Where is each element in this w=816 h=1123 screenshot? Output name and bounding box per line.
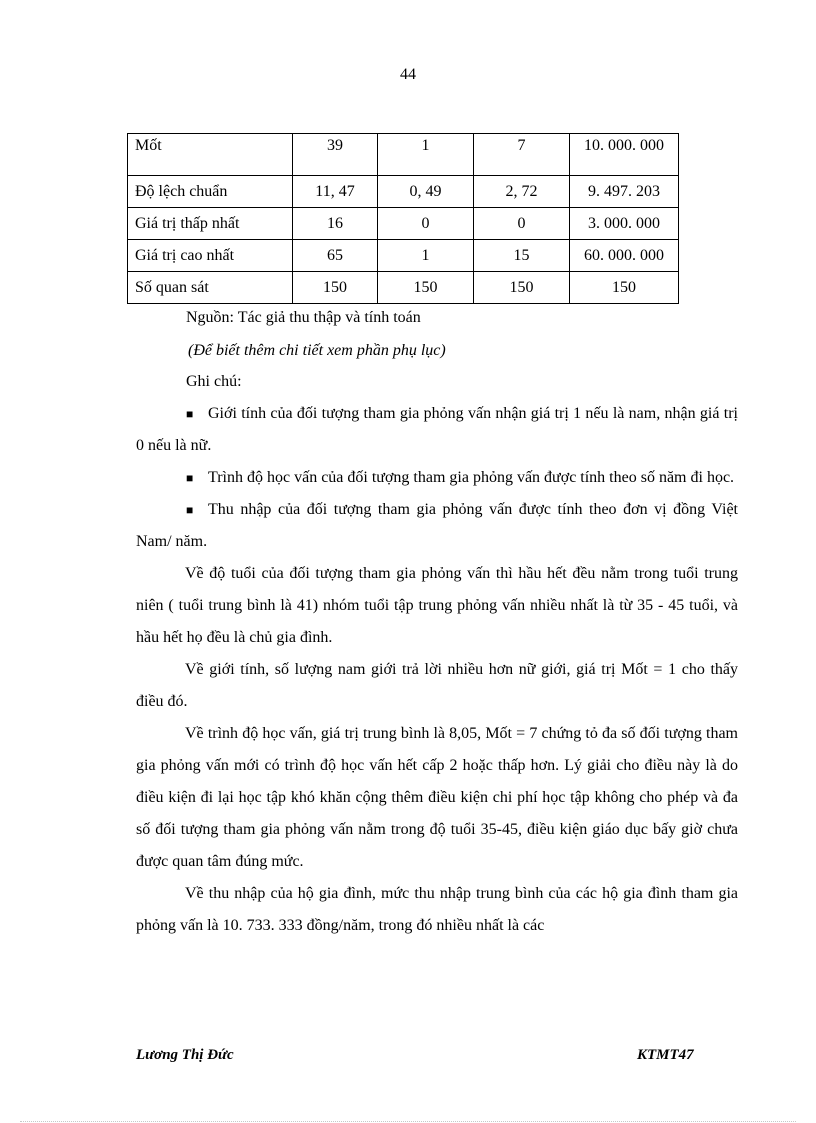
page-bottom-rule (20, 1121, 796, 1122)
table-cell: 0, 49 (378, 176, 474, 208)
table-cell: 150 (474, 272, 570, 304)
row-label: Mốt (128, 134, 293, 176)
table-cell: 9. 497. 203 (570, 176, 679, 208)
table-row (128, 240, 679, 272)
table-cell: 16 (293, 208, 378, 240)
table-cell: 0 (378, 208, 474, 240)
square-bullet-icon: ■ (186, 471, 194, 485)
table-cell: 150 (570, 272, 679, 304)
table-cell: 65 (293, 240, 378, 272)
table-cell: 0 (474, 208, 570, 240)
table-cell: 10. 000. 000 (570, 134, 679, 176)
footer-class-code: KTMT47 (637, 1047, 694, 1063)
table-cell: 1 (378, 240, 474, 272)
row-label: Số quan sát (128, 272, 293, 304)
table-cell: 2, 72 (474, 176, 570, 208)
table-cell: 60. 000. 000 (570, 240, 679, 272)
statistics-table (127, 133, 679, 304)
table-row (128, 134, 679, 176)
table-cell: 7 (474, 134, 570, 176)
table-cell: 39 (293, 134, 378, 176)
table-row (128, 272, 679, 304)
table-row (128, 208, 679, 240)
table-cell: 15 (474, 240, 570, 272)
row-label: Giá trị cao nhất (128, 240, 293, 272)
square-bullet-icon: ■ (186, 407, 194, 421)
paragraph-education: Về trình độ học vấn, giá trị trung bình là 8,05, Mốt = 7 chứng tỏ đa số đối tượng tham gia phỏng vấn mới có trình độ học vấn hết cấp 2 hoặc thấp hơn. Lý giải cho điều này là do điều kiện đi lại học tập khó khăn cộng thêm điều kiện chi phí học tập không cho phép và đa số đối tượng tham gia phỏng vấn nằm trong độ tuổi 35-45, điều kiện giáo dục bấy giờ chưa được quan tâm đúng mức. (136, 725, 738, 870)
footer-author: Lương Thị Đức (136, 1047, 234, 1063)
table-cell: 150 (378, 272, 474, 304)
table-cell: 150 (293, 272, 378, 304)
appendix-note: (Để biết thêm chi tiết xem phần phụ lục) (188, 342, 446, 359)
row-label: Độ lệch chuẩn (128, 176, 293, 208)
table-cell: 1 (378, 134, 474, 176)
page-number: 44 (400, 66, 416, 83)
notes-heading: Ghi chú: (186, 373, 242, 390)
body-text (136, 398, 738, 942)
paragraph-income: Về thu nhập của hộ gia đình, mức thu nhập trung bình của các hộ gia đình tham gia phỏng vấn là 10. 733. 333 đồng/năm, trong đó nhiều nhất là các (136, 885, 738, 934)
note-bullet: ■ Trình độ học vấn của đối tượng tham gia phỏng vấn được tính theo số năm đi học. (136, 462, 738, 494)
note-bullet: ■ Thu nhập của đối tượng tham gia phỏng vấn được tính theo đơn vị đồng Việt Nam/ năm. (136, 494, 738, 558)
table-cell: 3. 000. 000 (570, 208, 679, 240)
row-label: Giá trị thấp nhất (128, 208, 293, 240)
table-cell: 11, 47 (293, 176, 378, 208)
paragraph-gender: Về giới tính, số lượng nam giới trả lời nhiều hơn nữ giới, giá trị Mốt = 1 cho thấy điều đó. (136, 661, 738, 710)
paragraph-age: Về độ tuổi của đối tượng tham gia phỏng vấn thì hầu hết đều nằm trong tuổi trung niên ( tuổi trung bình là 41) nhóm tuổi tập trung phỏng vấn nhiều nhất là từ 35 - 45 tuổi, và hầu hết họ đều là chủ gia đình. (136, 565, 738, 646)
note-bullet: ■ Giới tính của đối tượng tham gia phỏng vấn nhận giá trị 1 nếu là nam, nhận giá trị 0 nếu là nữ. (136, 398, 738, 462)
square-bullet-icon: ■ (186, 503, 194, 517)
source-note: Nguồn: Tác giả thu thập và tính toán (186, 309, 421, 326)
table-row (128, 176, 679, 208)
